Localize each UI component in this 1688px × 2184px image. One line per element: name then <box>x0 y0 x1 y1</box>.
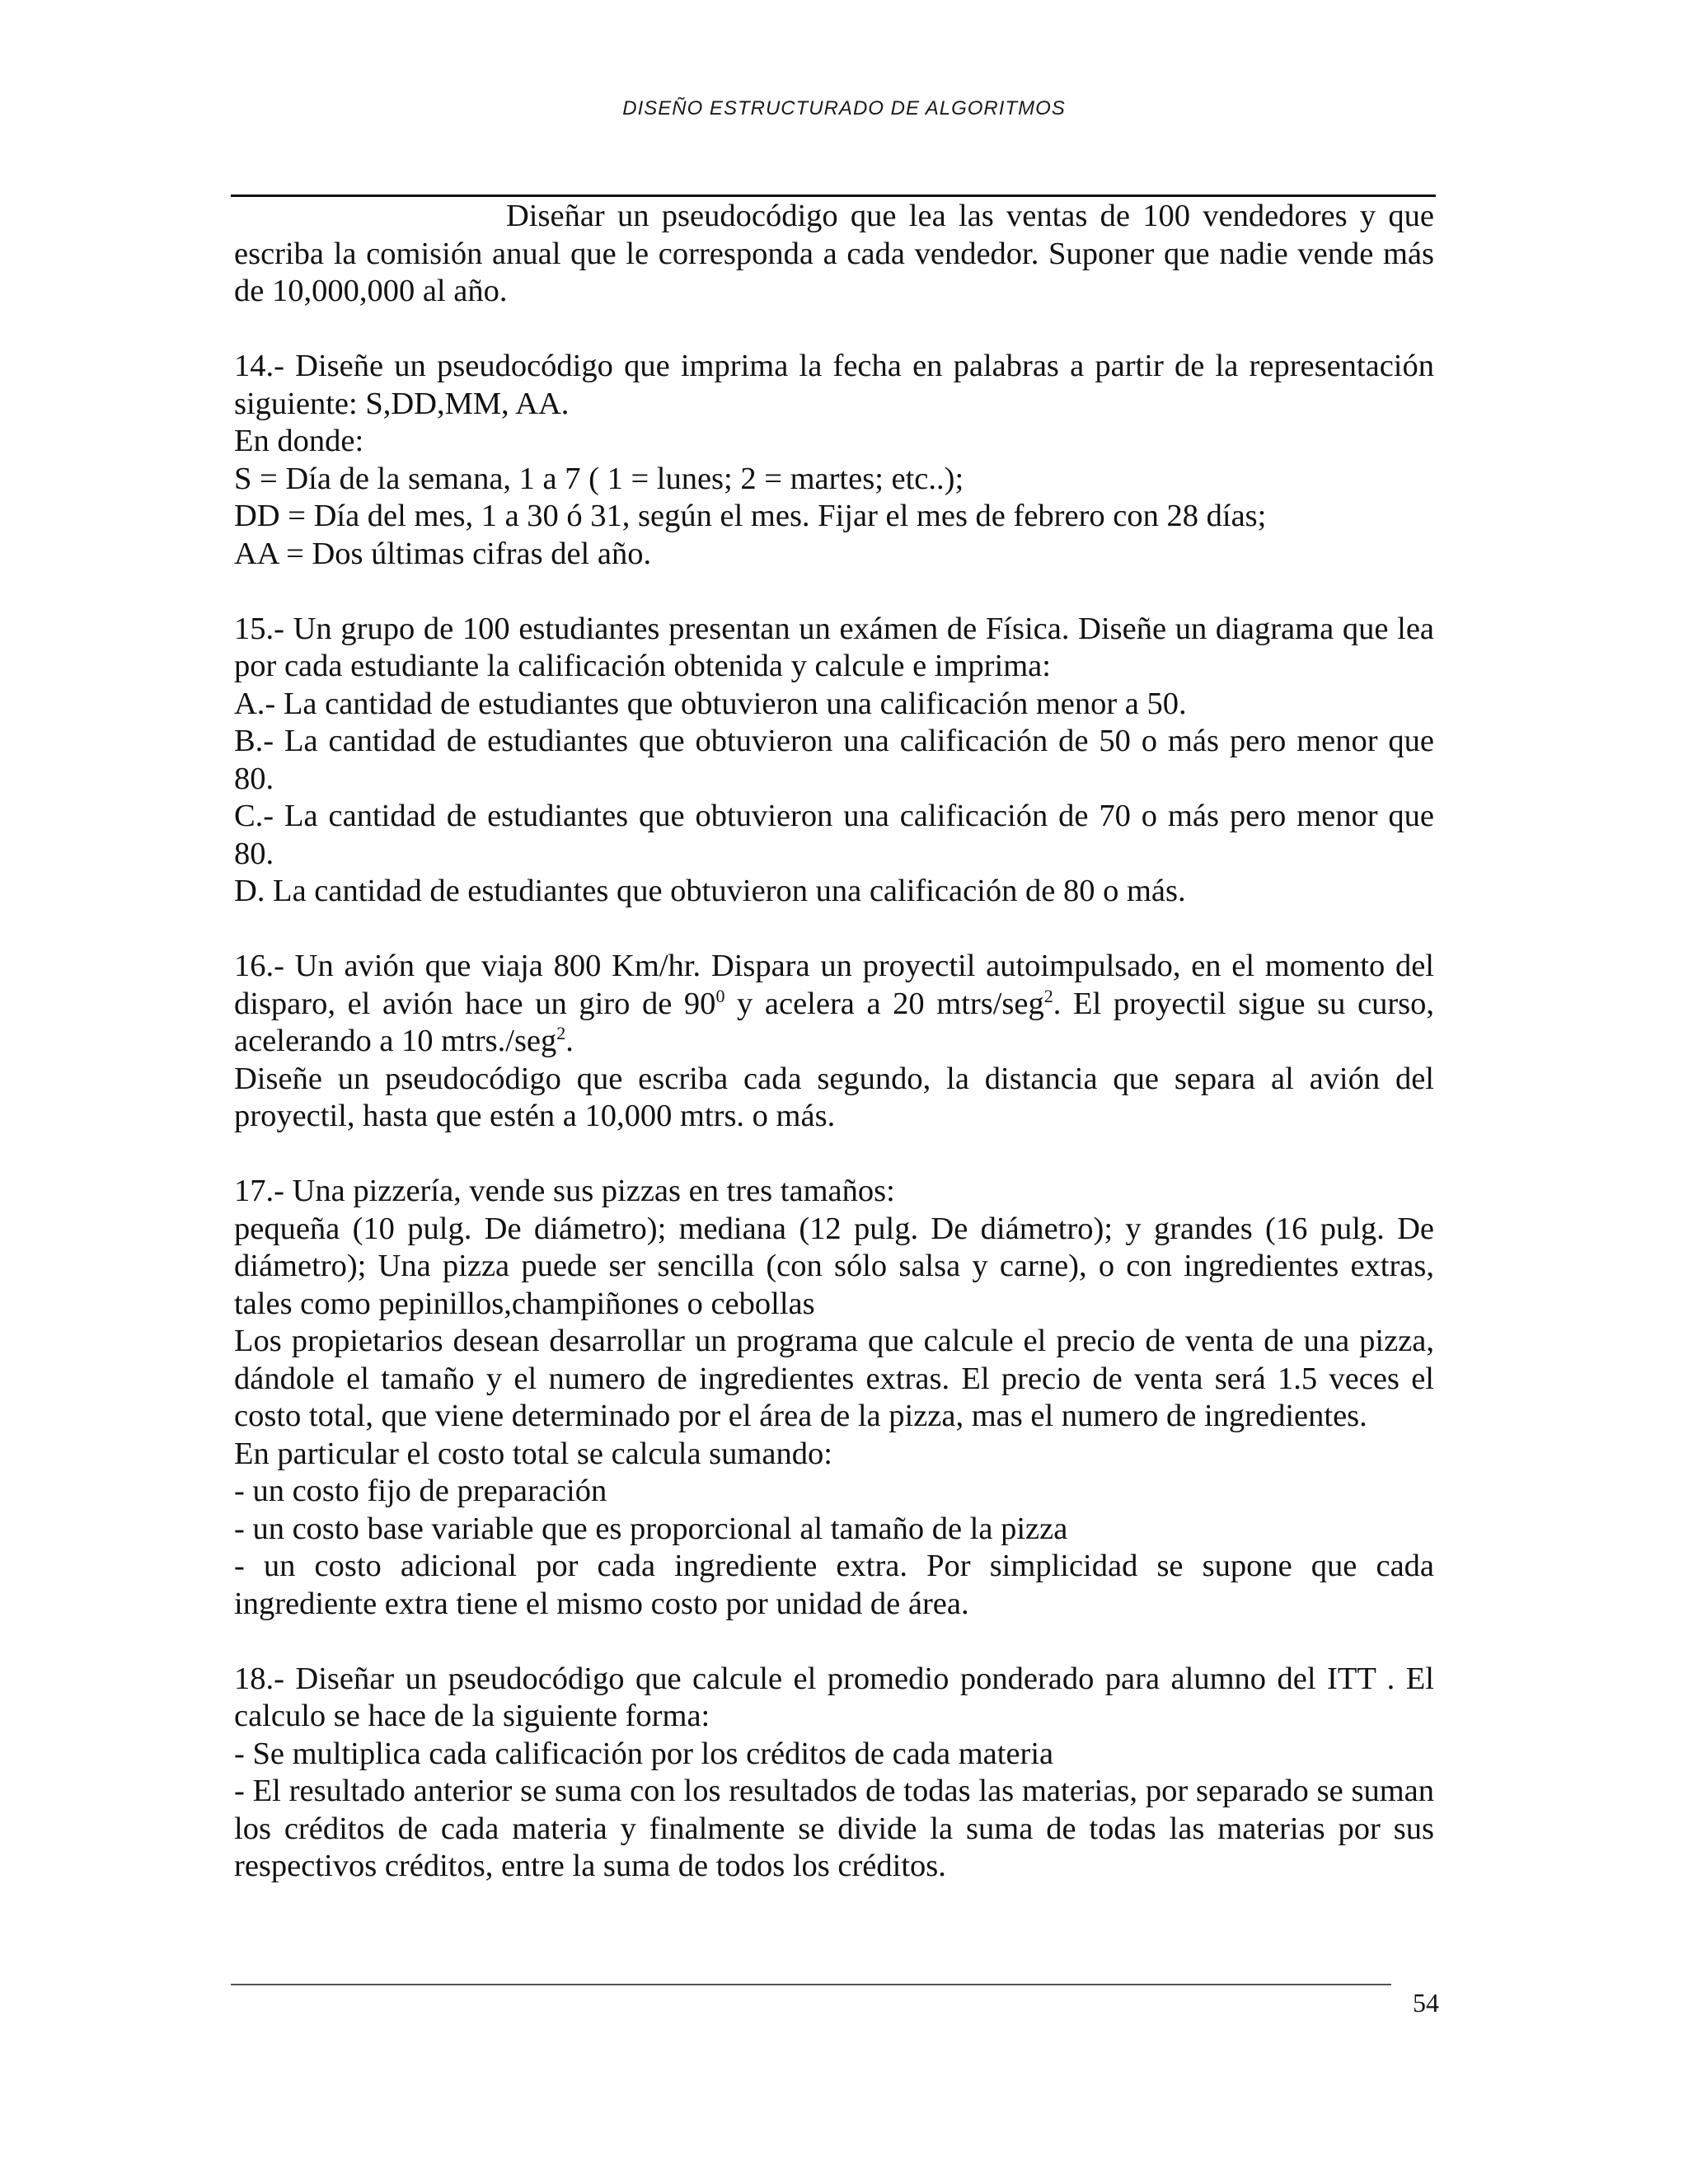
exercise-15-item: D. La cantidad de estudiantes que obtuvieron una calificación de 80 o más. <box>234 874 1186 908</box>
exercise-14-line: AA = Dos últimas cifras del año. <box>234 536 652 571</box>
exercise-14-line: DD = Día del mes, 1 a 30 ó 31, según el mes. Fijar el mes de febrero con 28 días; <box>234 499 1267 533</box>
squared-superscript: 2 <box>556 1023 566 1044</box>
ex16-text: 16.- Un avión que viaja 800 Km/hr. Dispara un proyectil autoimpulsado, en el momento del disparo, el avión hace un giro de 90 <box>234 949 1434 1021</box>
exercise-18-statement: 18.- Diseñar un pseudocódigo que calcule el promedio ponderado para alumno del ITT . El calculo se hace de la siguiente forma: <box>234 1661 1434 1733</box>
exercise-14-statement: 14.- Diseñe un pseudocódigo que imprima la fecha en palabras a partir de la representación siguiente: S,DD,MM, AA. <box>234 349 1434 421</box>
exercise-16-task: Diseñe un pseudocódigo que escriba cada segundo, la distancia que separa al avión del proyectil, hasta que estén a 10,000 mtrs. o más. <box>234 1061 1434 1133</box>
exercise-17-item: - un costo fijo de preparación <box>234 1474 607 1508</box>
page-number: 54 <box>1413 1988 1439 2018</box>
exercise-14-line: S = Día de la semana, 1 a 7 ( 1 = lunes; 2 = martes; etc..); <box>234 461 964 496</box>
paragraph-gap <box>234 311 1434 349</box>
ex16-text: y acelera a 20 mtrs/seg <box>724 986 1044 1021</box>
footer-rule <box>231 1984 1391 1985</box>
running-header: DISEÑO ESTRUCTURADO DE ALGORITMOS <box>622 97 1066 120</box>
exercise-16-statement <box>234 948 1434 1061</box>
page-body <box>234 198 1434 1886</box>
exercise-17-item: - un costo adicional por cada ingrediente extra. Por simplicidad se supone que cada ingrediente extra tiene el mismo costo por unidad de área. <box>234 1549 1434 1621</box>
exercise-17-statement: 17.- Una pizzería, vende sus pizzas en tres tamaños: <box>234 1174 895 1208</box>
exercise-14-line: En donde: <box>234 424 364 458</box>
exercise-17-line: Los propietarios desean desarrollar un programa que calcule el precio de venta de una pizza, dándole el tamaño y el numero de ingredientes extras. El precio de venta será 1.5 veces el costo total, que viene determinado por el área de la pizza, mas el numero de ingredientes. <box>234 1324 1434 1433</box>
exercise-15-statement: 15.- Un grupo de 100 estudiantes presentan un exámen de Física. Diseñe un diagrama que lea por cada estudiante la calificación obtenida y calcule e imprima: <box>234 611 1434 683</box>
ex16-text: . El proyectil sigue su curso, acelerando a 10 mtrs./seg <box>234 986 1434 1058</box>
exercise-15-item: C.- La cantidad de estudiantes que obtuvieron una calificación de 70 o más pero menor que 80. <box>234 799 1434 871</box>
paragraph-gap <box>234 573 1434 611</box>
degree-superscript: 0 <box>715 985 725 1006</box>
squared-superscript: 2 <box>1043 985 1053 1006</box>
paragraph-gap <box>234 1136 1434 1174</box>
header-rule <box>231 194 1436 197</box>
exercise-17-item: - un costo base variable que es proporcional al tamaño de la pizza <box>234 1511 1068 1546</box>
intro-paragraph: Diseñar un pseudocódigo que lea las ventas de 100 vendedores y que escriba la comisión anual que le corresponda a cada vendedor. Suponer que nadie vende más de 10,000,000 al año. <box>234 199 1434 308</box>
exercise-17-line: En particular el costo total se calcula sumando: <box>234 1436 832 1471</box>
exercise-18-item: - Se multiplica cada calificación por los créditos de cada materia <box>234 1736 1054 1771</box>
exercise-17-line: pequeña (10 pulg. De diámetro); mediana (12 pulg. De diámetro); y grandes (16 pulg. De diámetro); Una pizza puede ser sencilla (con sólo salsa y carne), o con ingredientes extras, tales como pepinillos,champiñones o cebollas <box>234 1211 1434 1321</box>
exercise-15-item: A.- La cantidad de estudiantes que obtuvieron una calificación menor a 50. <box>234 686 1187 721</box>
exercise-15-item: B.- La cantidad de estudiantes que obtuvieron una calificación de 50 o más pero menor que 80. <box>234 724 1434 796</box>
ex16-text: . <box>565 1024 574 1058</box>
paragraph-gap <box>234 1623 1434 1661</box>
exercise-18-item: - El resultado anterior se suma con los resultados de todas las materias, por separado se suman los créditos de cada materia y finalmente se divide la suma de todas las materias por sus respectivos créditos, entre la suma de todos los créditos. <box>234 1774 1434 1883</box>
paragraph-gap <box>234 911 1434 949</box>
